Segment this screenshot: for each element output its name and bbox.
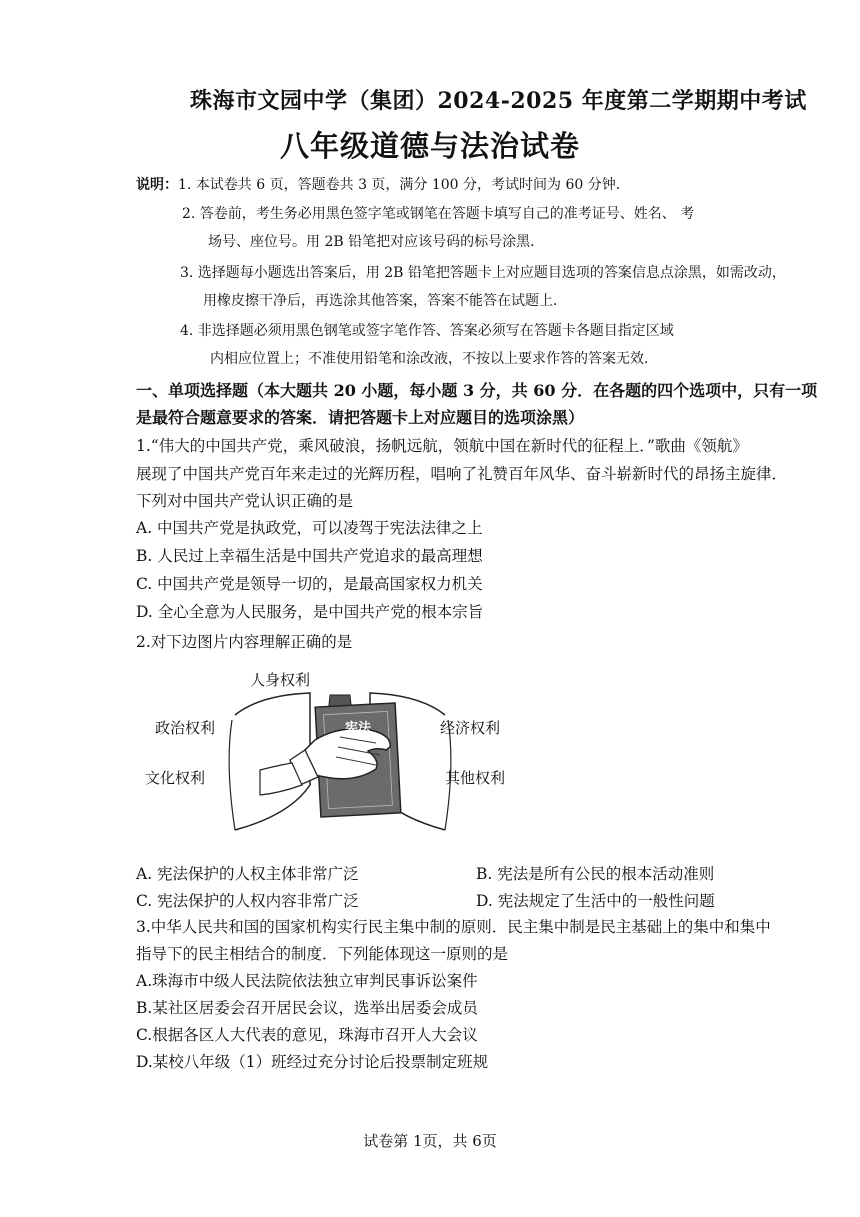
question-stem: 1.“伟大的中国共产党，乘风破浪，扬帆远航，领航中国在新时代的征程上．”歌曲《领航》 — [136, 437, 748, 455]
section-title: 一、单项选择题（本大题共 20 小题，每小题 3 分，共 60 分．在各题的四个选项中，只有一项 — [136, 381, 818, 400]
option-c: C. 中国共产党是领导一切的，是最高国家权力机关 — [136, 575, 483, 593]
label-economic-rights: 经济权利 — [440, 719, 501, 737]
option-a: A.珠海市中级人民法院依法独立审判民事诉讼案件 — [136, 972, 478, 990]
instruction-item: 场号、座位号。用 2B 铅笔把对应该号码的标号涂黑． — [208, 234, 545, 250]
option-b: B. 人民过上幸福生活是中国共产党追求的最高理想 — [136, 547, 483, 565]
book-title: 宪法 — [345, 721, 372, 736]
instruction-item: 用橡皮擦干净后，再选涂其他答案，答案不能答在试题上． — [203, 293, 567, 309]
school-exam-title: 珠海市文园中学（集团）2024-2025 年度第二学期期中考试 — [190, 88, 807, 114]
instructions-label: 说明： — [136, 177, 178, 193]
option-d: D. 宪法规定了生活中的一般性问题 — [476, 892, 715, 910]
label-political-rights: 政治权利 — [155, 719, 216, 737]
option-a: A. 宪法保护的人权主体非常广泛 — [136, 865, 359, 883]
instruction-item: 内相应位置上；不准使用铅笔和涂改液，不按以上要求作答的答案无效． — [210, 351, 658, 367]
instruction-item: 4. 非选择题必须用黑色钢笔或签字笔作答、答案必须写在答题卡各题目指定区域 — [180, 323, 674, 339]
label-other-rights: 其他权利 — [445, 769, 506, 787]
page-footer: 试卷第 1页，共 6页 — [363, 1132, 497, 1150]
question-stem: 展现了中国共产党百年来走过的光辉历程，唱响了礼赞百年风华、奋斗崭新时代的昂扬主旋律． — [136, 465, 788, 483]
option-a: A. 中国共产党是执政党，可以凌驾于宪法法律之上 — [136, 519, 483, 537]
option-b: B. 宪法是所有公民的根本活动准则 — [476, 865, 715, 883]
label-personal-rights: 人身权利 — [250, 671, 311, 689]
option-c: C.根据各区人大代表的意见，珠海市召开人大会议 — [136, 1026, 478, 1044]
label-cultural-rights: 文化权利 — [145, 769, 206, 787]
instruction-item: 1. 本试卷共 6 页，答题卷共 3 页，满分 100 分，考试时间为 60 分钟． — [178, 177, 630, 193]
option-d: D. 全心全意为人民服务，是中国共产党的根本宗旨 — [136, 603, 484, 621]
question-stem: 3.中华人民共和国的国家机构实行民主集中制的原则．民主集中制是民主基础上的集中和集中 — [136, 918, 771, 936]
section-title-cont: 是最符合题意要求的答案．请把答题卡上对应题目的选项涂黑） — [136, 408, 585, 427]
question-stem: 下列对中国共产党认识正确的是 — [136, 492, 354, 510]
option-d: D.某校八年级（1）班经过充分讨论后投票制定班规 — [136, 1053, 489, 1071]
paper-title: 八年级道德与法治试卷 — [279, 129, 580, 163]
instruction-item: 3. 选择题每小题选出答案后，用 2B 铅笔把答题卡上对应题目选项的答案信息点涂黑，如需改动， — [180, 265, 786, 281]
oath-hand-on-constitution-illustration — [140, 665, 540, 840]
question-stem: 2.对下边图片内容理解正确的是 — [136, 633, 353, 651]
option-c: C. 宪法保护的人权内容非常广泛 — [136, 892, 359, 910]
constitution-illustration — [140, 665, 540, 840]
option-b: B.某社区居委会召开居民会议，选举出居委会成员 — [136, 999, 478, 1017]
question-stem: 指导下的民主相结合的制度．下列能体现这一原则的是 — [136, 945, 509, 963]
instruction-item: 2. 答卷前，考生务必用黑色签字笔或钢笔在答题卡填写自己的准考证号、姓名、 考 — [182, 206, 695, 222]
